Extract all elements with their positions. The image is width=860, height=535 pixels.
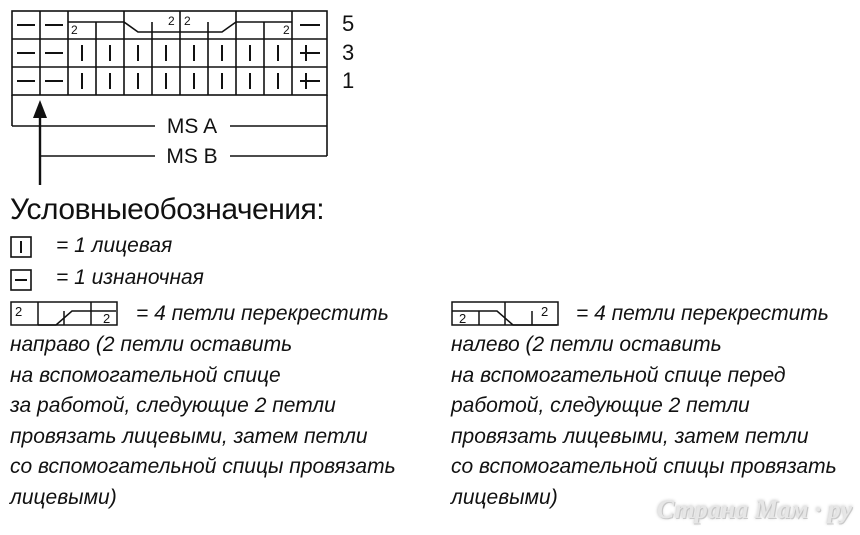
ms-b-label: MS B bbox=[166, 145, 218, 168]
row-label-3: 3 bbox=[342, 40, 355, 65]
cable-label-2: 2 bbox=[15, 304, 23, 319]
cable-label-2: 2 bbox=[71, 23, 78, 37]
cable-label-2: 2 bbox=[459, 311, 467, 326]
left-cross-head: = 4 петли перекрестить bbox=[576, 302, 829, 325]
left-cross-description: налево (2 петли оставить на вспомогательной спице перед работой, следующие 2 петли провязать лицевыми, затем петли со вспомогательной спицы провязать лицевыми) bbox=[451, 333, 837, 509]
cell-symbols bbox=[17, 25, 320, 89]
cable-label-2: 2 bbox=[103, 311, 111, 326]
cable-label-2: 2 bbox=[168, 14, 175, 28]
cable-label-2: 2 bbox=[283, 23, 290, 37]
row-label-5: 5 bbox=[342, 11, 355, 36]
knitting-chart bbox=[0, 0, 860, 190]
start-arrow-head bbox=[33, 100, 47, 118]
left-cross-symbol-icon bbox=[451, 301, 561, 327]
purl-symbol-icon bbox=[10, 269, 32, 291]
purl-legend-text: = 1 изнаночная bbox=[56, 266, 204, 289]
cable-label-2: 2 bbox=[541, 304, 549, 319]
cable-label-2: 2 bbox=[184, 14, 191, 28]
right-cross-description: направо (2 петли оставить на вспомогательной спице за работой, следующие 2 петли провязать лицевыми, затем петли со вспомогательной спицы провязать лицевыми) bbox=[10, 333, 396, 509]
legend-title: Условныеобозначения: bbox=[10, 193, 325, 226]
knit-symbol-icon bbox=[10, 236, 32, 258]
knit-legend-text: = 1 лицевая bbox=[56, 234, 173, 257]
right-cross-head: = 4 петли перекрестить bbox=[136, 302, 389, 325]
ms-a-label: MS A bbox=[166, 115, 218, 138]
row-label-1: 1 bbox=[342, 68, 355, 93]
watermark-logo: Страна Мам · ру bbox=[656, 495, 852, 524]
right-cross-symbol-icon bbox=[10, 301, 120, 327]
